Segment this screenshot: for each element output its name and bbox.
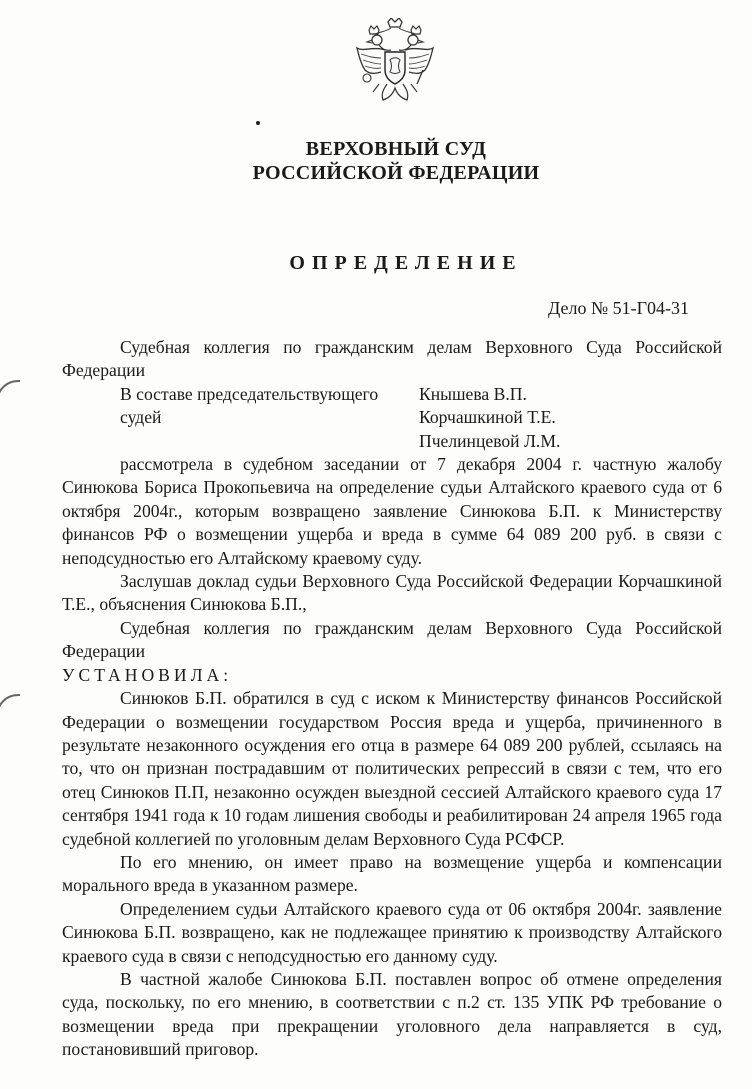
court-name-line1: ВЕРХОВНЫЙ СУД — [305, 138, 487, 160]
composition-row-judges — [62, 406, 722, 429]
composition-chair-name: Кнышева В.П. — [419, 383, 527, 404]
coat-of-arms-emblem-icon — [355, 18, 435, 104]
composition-label-chair: В составе председательствующего — [120, 383, 379, 404]
composition-judge-name: Корчашкиной Т.Е. — [419, 407, 556, 428]
paragraph-claim: Синюков Б.П. обратился в суд с иском к Министерству финансов Российской Федерации о возмещении государством Россия вреда и ущерба, причиненного в результате незаконного осуждения его отца в размере 64 089 200 рублей, ссылаясь на то, что он признан пострадавшим от политических репрессий в связи с тем, что его отец Синюков П.П, незаконно осужден выездной сессией Алтайского краевого суда 17 сентября 1941 года к 10 годам лишения свободы и реабилитирован 24 апреля 1965 года судебной коллегией по уголовным делам Верховного Суда РСФСР. — [62, 688, 722, 849]
document-type-title: ОПРЕДЕЛЕНИЕ — [289, 252, 523, 274]
court-name-line2: РОССИЙСКОЙ ФЕДЕРАЦИИ — [252, 162, 540, 184]
composition-judge-name: Пчелинцевой Л.М. — [419, 430, 561, 451]
composition-intro: Судебная коллегия по гражданским делам Верховного Суда Российской Федерации — [62, 337, 722, 381]
punch-hole-mark — [0, 380, 20, 404]
paragraph-collegium: Судебная коллегия по гражданским делам Верховного Суда Российской Федерации — [62, 617, 722, 662]
composition-row-chair — [62, 383, 722, 406]
composition-label-judges: судей — [120, 407, 162, 428]
document-body — [62, 336, 722, 1062]
paragraph-heard: Заслушав доклад судьи Верховного Суда Российской Федерации Корчашкиной Т.Е., объяснения Синюкова Б.П., — [62, 571, 722, 615]
punch-hole-mark — [0, 694, 20, 718]
paragraph-opinion: По его мнению, он имеет право на возмещение ущерба и компенсации морального вреда в указанном размере. — [62, 851, 722, 896]
case-number: Дело № 51-Г04-31 — [548, 298, 690, 318]
paragraph-ruling: Определением судьи Алтайского краевого суда от 06 октября 2004г. заявление Синюкова Б.П. возвращено, как не подлежащее принятию к производству Алтайского краевого суда в связи с неподсудностью его данному суду. — [62, 898, 722, 966]
section-heading-established: УСТАНОВИЛА: — [62, 664, 233, 685]
paragraph-considered: рассмотрела в судебном заседании от 7 декабря 2004 г. частную жалобу Синюкова Бориса Прокопьевича на определение судьи Алтайского краевого суда от 6 октября 2004г., которым возвращено заявление Синюкова Б.П. к Министерству финансов РФ о возмещении ущерба и вреда в сумме 64 089 200 руб. в связи с неподсудностью его Алтайскому краевому суду. — [62, 454, 722, 568]
stray-dot-mark — [256, 121, 260, 125]
paragraph-appeal: В частной жалобе Синюкова Б.П. поставлен вопрос об отмене определения суда, поскольку, по его мнению, в соответствии с п.2 ст. 135 УПК РФ требование о возмещении вреда при прекращении уголовного дела направляется в суд, постановивший приговор. — [62, 968, 722, 1060]
